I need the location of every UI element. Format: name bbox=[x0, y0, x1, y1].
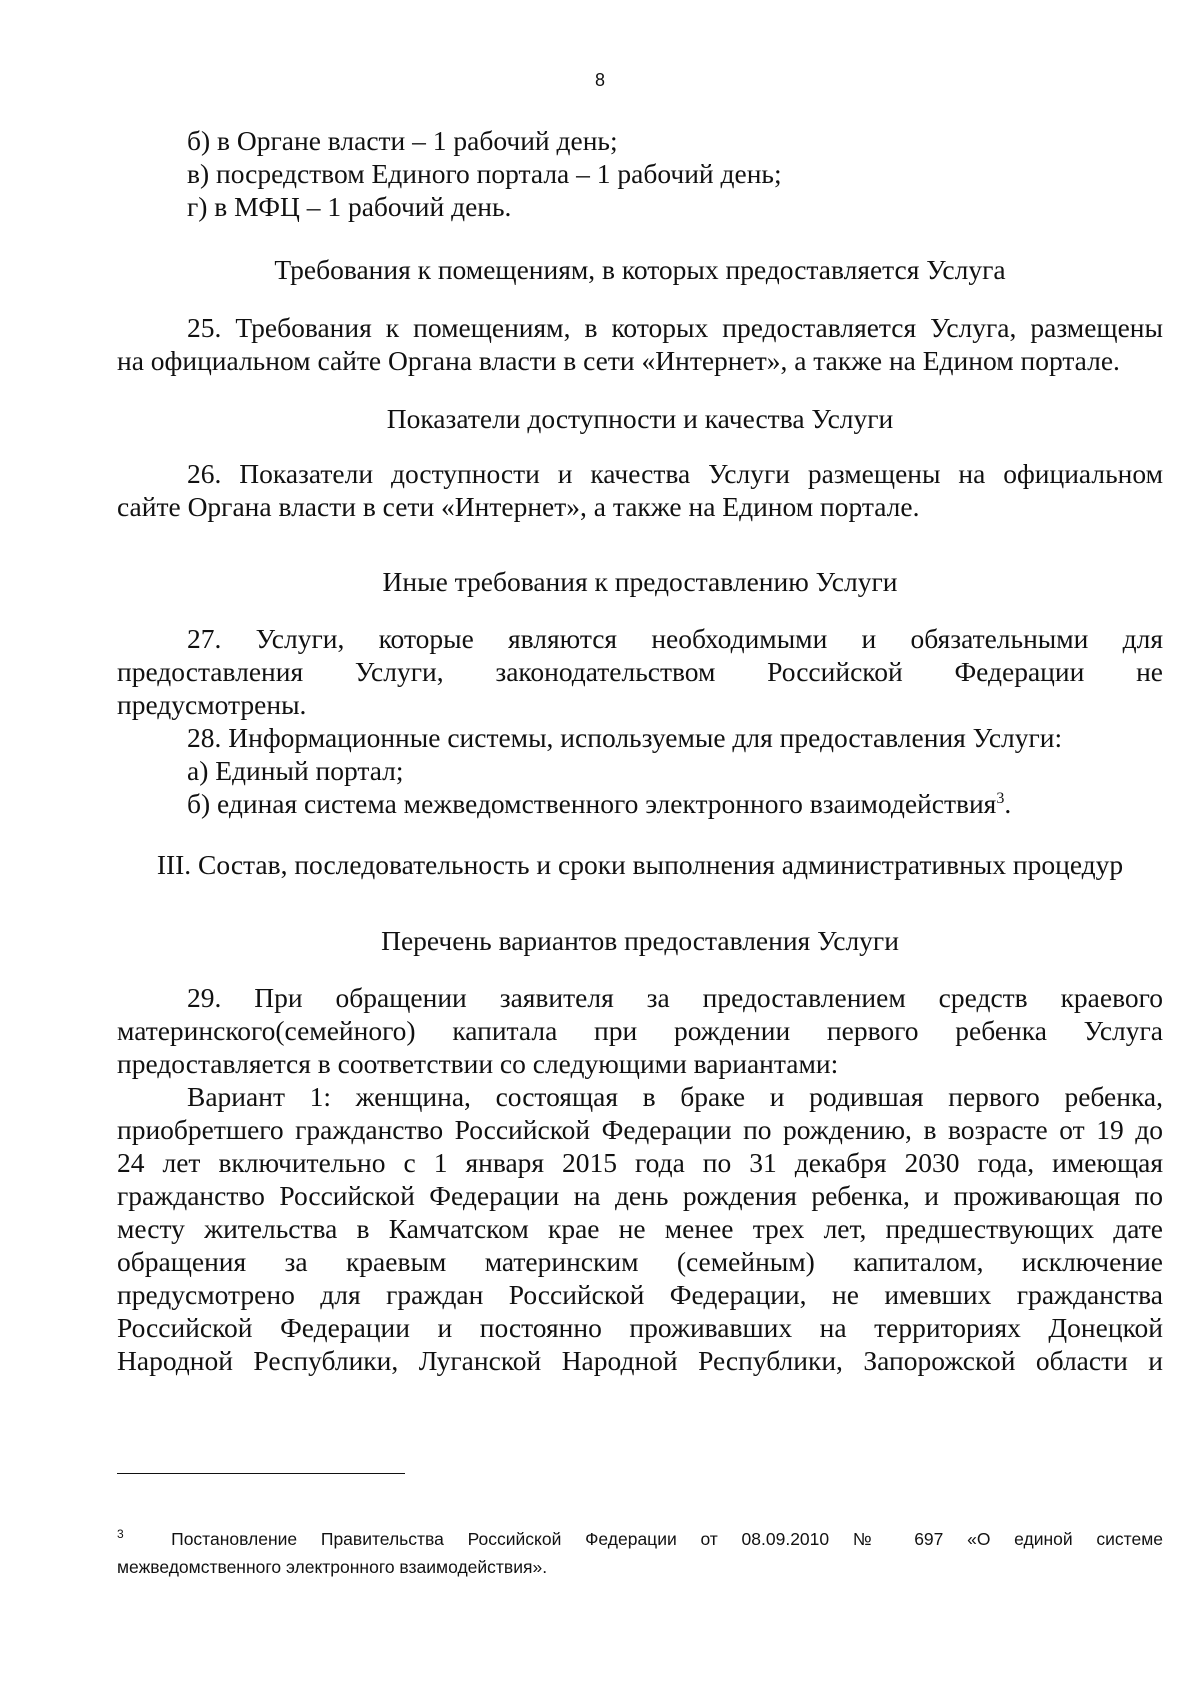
footnote-mark: 3 bbox=[117, 1527, 124, 1542]
variant-1-line-4: гражданство Российской Федерации на день рождения ребенка, и проживающая по bbox=[117, 1180, 1163, 1211]
list-item-v: в) посредством Единого портала – 1 рабочий день; bbox=[187, 158, 782, 189]
footnote bbox=[117, 1525, 1163, 1581]
paragraph-28-item-a: а) Единый портал; bbox=[187, 755, 404, 786]
variant-1-line-7: предусмотрено для граждан Российской Федерации, не имевших гражданства bbox=[117, 1279, 1163, 1310]
paragraph-27-line-1: 27. Услуги, которые являются необходимыми и обязательными для bbox=[187, 623, 1163, 654]
document-body bbox=[117, 124, 1163, 1377]
heading-indicators: Показатели доступности и качества Услуги bbox=[386, 403, 894, 434]
heading-other-requirements: Иные требования к предоставлению Услуги bbox=[382, 566, 898, 597]
footnote-line-2: межведомственного электронного взаимодействия». bbox=[117, 1557, 548, 1577]
paragraph-29-line-2: материнского(семейного) капитала при рождении первого ребенка Услуга bbox=[117, 1015, 1163, 1046]
section-iii-title: III. Состав, последовательность и сроки выполнения административных процедур bbox=[156, 849, 1124, 880]
paragraph-28-item-b-text: б) единая система межведомственного электронного взаимодействия bbox=[187, 788, 997, 819]
list-item-g: г) в МФЦ – 1 рабочий день. bbox=[187, 191, 512, 222]
heading-variants: Перечень вариантов предоставления Услуги bbox=[381, 925, 899, 956]
paragraph-27-line-2: предоставления Услуги, законодательством Российской Федерации не bbox=[117, 656, 1163, 687]
list-item-b: б) в Органе власти – 1 рабочий день; bbox=[187, 125, 618, 156]
paragraph-29-line-3: предоставляется в соответствии со следующими вариантами: bbox=[117, 1048, 839, 1079]
variant-1-line-9: Народной Республики, Луганской Народной Республики, Запорожской области и bbox=[117, 1345, 1163, 1376]
paragraph-28-item-b bbox=[117, 787, 1163, 820]
variant-1-line-1: Вариант 1: женщина, состоящая в браке и родившая первого ребенка, bbox=[187, 1081, 1163, 1112]
variant-1-line-8: Российской Федерации и постоянно проживавших на территориях Донецкой bbox=[117, 1312, 1163, 1343]
footnote-reference: 3 bbox=[996, 789, 1005, 807]
variant-1-line-3: 24 лет включительно с 1 января 2015 года по 31 декабря 2030 года, имеющая bbox=[117, 1147, 1163, 1178]
heading-premises: Требования к помещениям, в которых предоставляется Услуга bbox=[274, 254, 1006, 285]
paragraph-29-line-1: 29. При обращении заявителя за предоставлением средств краевого bbox=[187, 982, 1163, 1013]
paragraph-28: 28. Информационные системы, используемые для предоставления Услуги: bbox=[187, 722, 1063, 753]
variant-1-line-2: приобретшего гражданство Российской Федерации по рождению, в возрасте от 19 до bbox=[117, 1114, 1163, 1145]
page-number: 8 bbox=[594, 70, 605, 90]
variant-1-line-6: обращения за краевым материнским (семейным) капиталом, исключение bbox=[117, 1246, 1163, 1277]
variant-1-line-5: месту жительства в Камчатском крае не менее трех лет, предшествующих дате bbox=[117, 1213, 1163, 1244]
paragraph-28-item-b-end: . bbox=[1004, 788, 1012, 819]
footnote-line-1 bbox=[117, 1525, 1163, 1553]
paragraph-26-line-1: 26. Показатели доступности и качества Услуги размещены на официальном bbox=[187, 458, 1163, 489]
paragraph-25-line-2: на официальном сайте Органа власти в сети «Интернет», а также на Едином портале. bbox=[117, 345, 1120, 376]
footnote-text-1: Постановление Правительства Российской Федерации от 08.09.2010 № 697 «О единой системе bbox=[171, 1529, 1163, 1549]
paragraph-27-line-3: предусмотрены. bbox=[117, 689, 307, 720]
paragraph-25-line-1: 25. Требования к помещениям, в которых предоставляется Услуга, размещены bbox=[187, 312, 1163, 343]
footnote-separator bbox=[117, 1473, 405, 1474]
paragraph-26-line-2: сайте Органа власти в сети «Интернет», а также на Едином портале. bbox=[117, 491, 920, 522]
